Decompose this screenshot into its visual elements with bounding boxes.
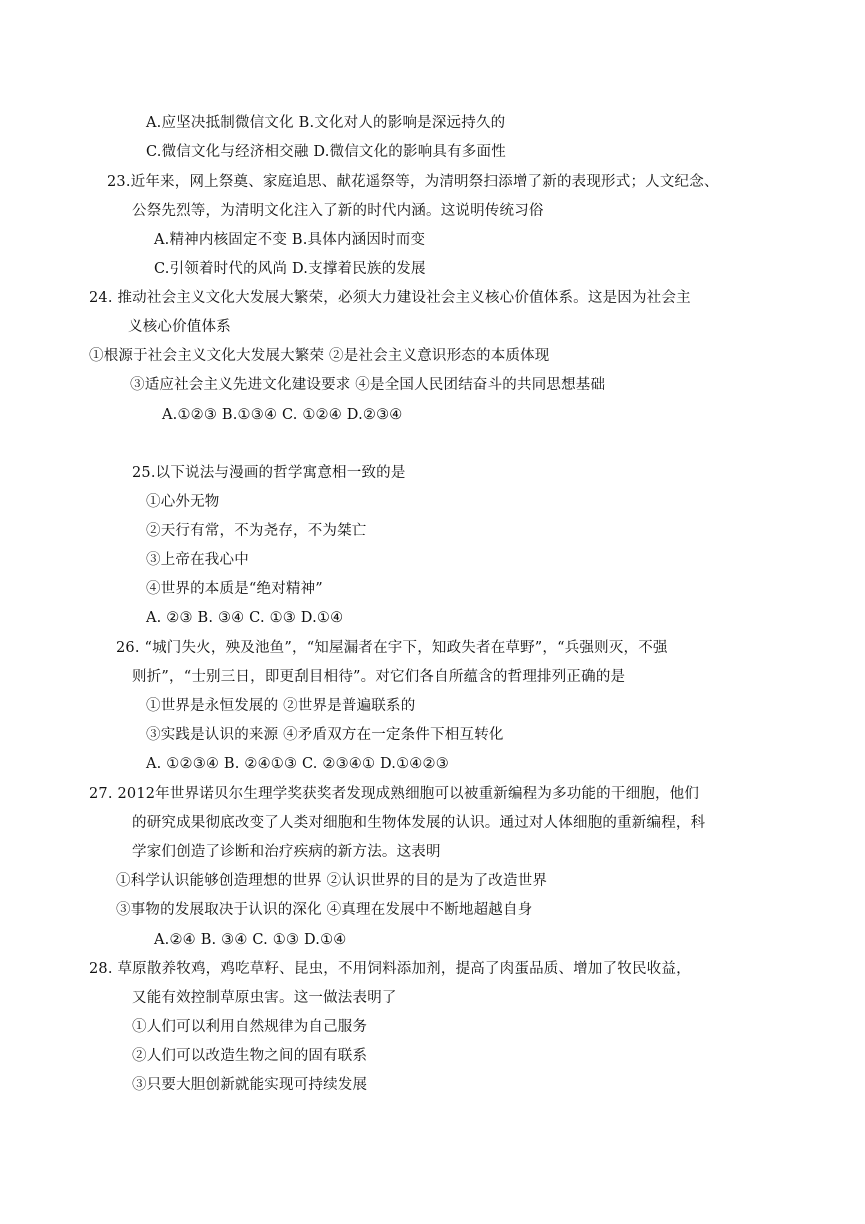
- q24-statements-34: ③适应社会主义先进文化建设要求 ④是全国人民团结奋斗的共同思想基础: [130, 377, 606, 393]
- q22-options-ab: A.应坚决抵制微信文化 B.文化对人的影响是深远持久的: [146, 115, 506, 131]
- q25-statement-2: ②天行有常，不为尧存，不为桀亡: [146, 523, 367, 539]
- q27-stem-line3: 学家们创造了诊断和治疗疾病的新方法。这表明: [132, 844, 441, 860]
- q28-statement-2: ②人们可以改造生物之间的固有联系: [132, 1048, 368, 1064]
- q27-statements-34: ③事物的发展取决于认识的深化 ④真理在发展中不断地超越自身: [116, 902, 533, 918]
- q25-statement-1: ①心外无物: [146, 494, 220, 510]
- q25-statement-3: ③上帝在我心中: [146, 552, 249, 568]
- q27-options: A.②④ B. ③④ C. ①③ D.①④: [154, 932, 347, 948]
- q25-stem: 25.以下说法与漫画的哲学寓意相一致的是: [132, 465, 406, 481]
- q24-stem-line2: 义核心价值体系: [128, 319, 231, 335]
- q24-options: A.①②③ B.①③④ C. ①②④ D.②③④: [162, 407, 403, 423]
- q28-stem-line1: 28. 草原散养牧鸡，鸡吃草籽、昆虫，不用饲料添加剂，提高了肉蛋品质、增加了牧民收益，: [89, 961, 691, 977]
- q25-options: A. ②③ B. ③④ C. ①③ D.①④: [146, 610, 344, 626]
- q27-stem-line1: 27. 2012年世界诺贝尔生理学奖获奖者发现成熟细胞可以被重新编程为多功能的干细胞，他们: [89, 786, 700, 802]
- q23-stem-line2: 公祭先烈等，为清明文化注入了新的时代内涵。这说明传统习俗: [132, 203, 544, 219]
- q22-options-cd: C.微信文化与经济相交融 D.微信文化的影响具有多面性: [146, 144, 506, 160]
- q25-statement-4: ④世界的本质是“绝对精神”: [146, 581, 323, 597]
- q23-options-cd: C.引领着时代的风尚 D.支撑着民族的发展: [154, 261, 426, 277]
- q23-stem-line1: 23.近年来，网上祭奠、家庭追思、献花遥祭等，为清明祭扫添增了新的表现形式；人文纪念、: [107, 174, 719, 190]
- q28-stem-line2: 又能有效控制草原虫害。这一做法表明了: [132, 990, 397, 1006]
- q26-statements-12: ①世界是永恒发展的 ②世界是普遍联系的: [146, 698, 416, 714]
- q26-statements-34: ③实践是认识的来源 ④矛盾双方在一定条件下相互转化: [146, 727, 504, 743]
- q23-options-ab: A.精神内核固定不变 B.具体内涵因时而变: [154, 232, 426, 248]
- q24-statements-12: ①根源于社会主义文化大发展大繁荣 ②是社会主义意识形态的本质体现: [89, 348, 550, 364]
- q27-stem-line2: 的研究成果彻底改变了人类对细胞和生物体发展的认识。通过对人体细胞的重新编程，科: [132, 815, 706, 831]
- q28-statement-3: ③只要大胆创新就能实现可持续发展: [132, 1077, 368, 1093]
- q26-options: A. ①②③④ B. ②④①③ C. ②③④① D.①④②③: [146, 756, 449, 772]
- q28-statement-1: ①人们可以利用自然规律为自己服务: [132, 1019, 368, 1035]
- q24-stem-line1: 24. 推动社会主义文化大发展大繁荣，必须大力建设社会主义核心价值体系。这是因为社会主: [89, 290, 691, 306]
- q27-statements-12: ①科学认识能够创造理想的世界 ②认识世界的目的是为了改造世界: [116, 873, 548, 889]
- q26-stem-line1: 26. “城门失火，殃及池鱼”，“知屋漏者在宇下，知政失者在草野”，“兵强则灭，不强: [116, 640, 668, 656]
- q26-stem-line2: 则折”，“士别三日，即更刮目相待”。对它们各自所蕴含的哲理排列正确的是: [132, 669, 626, 685]
